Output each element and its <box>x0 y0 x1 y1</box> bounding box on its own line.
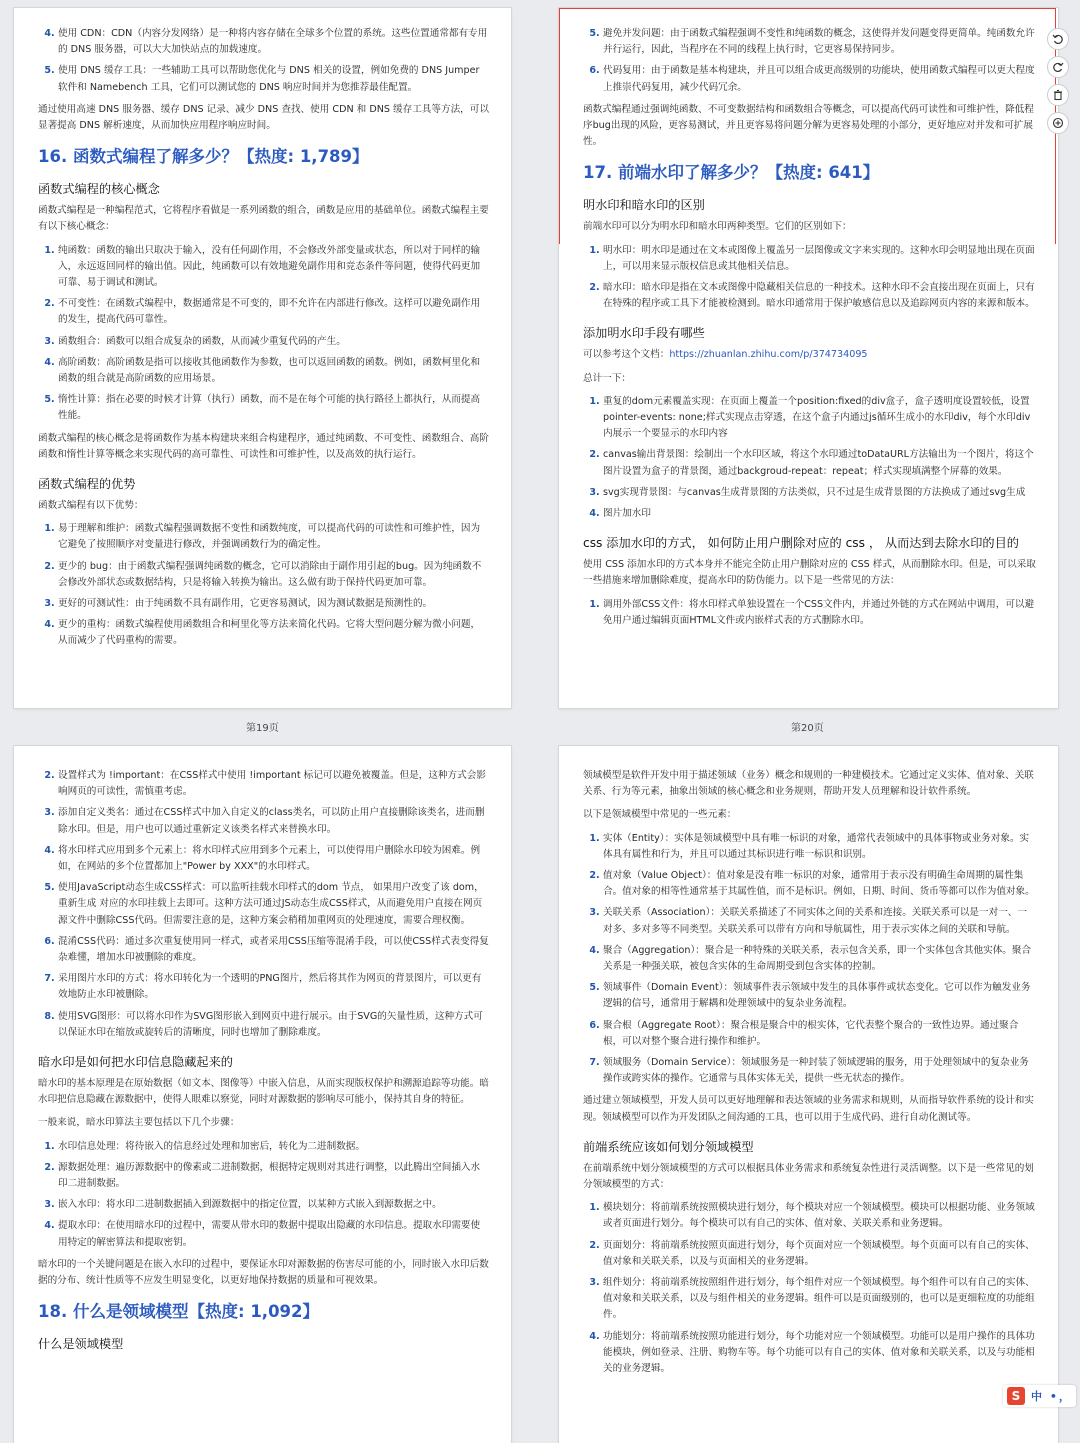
trash-icon[interactable] <box>1047 84 1069 106</box>
document-page-19 <box>14 8 511 708</box>
reference-paragraph <box>583 347 1036 363</box>
paragraph: 通过使用高速 DNS 服务器、缓存 DNS 记录、减少 DNS 查找、使用 CDN 和 DNS 缓存工具等方法，可以显著提高 DNS 解析速度，从而加快应用程序响应时间。 <box>38 103 489 132</box>
page-number-label: 第20页 <box>791 723 824 734</box>
reference-link[interactable]: https://zhuanlan.zhihu.com/p/374734095 <box>669 349 868 361</box>
list-item: 1. 水印信息处理：将待嵌入的信息经过处理和加密后，转化为二进制数据。 <box>58 1139 489 1155</box>
list-item: 2. 暗水印：暗水印是指在文本或图像中隐藏相关信息的一种技术。这种水印不会直接出现在页面上，只有在特殊的程序或工具下才能被检测到。暗水印通常用于保护敏感信息以及追踪网页内容的来源和版本。 <box>603 280 1036 312</box>
list-item: 7. 采用图片水印的方式：将水印转化为一个透明的PNG图片，然后将其作为网页的背景图片，可以更有效地防止水印被删除。 <box>58 971 489 1003</box>
list-item: 4. 提取水印：在使用暗水印的过程中，需要从带水印的数据中提取出隐藏的水印信息。提取水印需要使用特定的解密算法和提取密钥。 <box>58 1218 489 1250</box>
paragraph: 通过建立领域模型，开发人员可以更好地理解和表达领域的业务需求和规则，从而指导软件系统的设计和实现。领域模型可以作为开发团队之间沟通的工具，也可以用于生成代码、进行自动化测试等。 <box>583 1095 1034 1123</box>
list-steps <box>38 1139 489 1251</box>
list-model-elements <box>583 831 1036 1088</box>
ime-indicator[interactable] <box>1003 1385 1076 1407</box>
list-item: 1. 重复的dom元素覆盖实现：在页面上覆盖一个position:fixed的div盒子，盒子透明度设置较低，设置pointer-events: none;样式实现点击穿透，在这个盒子内通过js循环生成小的水印div，每个水印div内展示一个要显示的水印内容 <box>603 394 1036 443</box>
paragraph: 暗水印的一个关键问题是在嵌入水印的过程中，要保证水印对源数据的伤害尽可能的小，同时嵌入水印后数据的分布、统计性质等不应发生明显变化，以更好地保持数据的质量和可视效果。 <box>38 1258 489 1287</box>
list-item: 2. canvas输出背景图：绘制出一个水印区域，将这个水印通过toDataURL方法输出为一个图片，将这个图片设置为盒子的背景图，通过backgroud-repeat：repeat；样式实现填满整个屏幕的效果。 <box>603 447 1036 479</box>
section-heading-18: 18. 什么是领域模型【热度: 1,092】 <box>38 1302 320 1322</box>
list-item: 4. 图片加水印 <box>603 506 1036 522</box>
list-item: 3. 函数组合：函数可以组合成复杂的函数，从而减少重复代码的产生。 <box>58 334 489 350</box>
list-item: 3. 关联关系（Association）：关联关系描述了不同实体之间的关系和连接。关联关系可以是一对一、一对多、多对多等不同类型。关联关系可以带有方向和导航属性，用于表示实体之间的关联和导航。 <box>603 905 1036 937</box>
list-add-watermark <box>583 394 1036 522</box>
list-item: 1. 明水印：明水印是通过在文本或图像上覆盖另一层图像或文字来实现的。这种水印会明显地出现在页面上，可以用来显示版权信息或其他相关信息。 <box>603 243 1036 275</box>
paragraph: 函数式编程通过强调纯函数、不可变数据结构和函数组合等概念，可以提高代码可读性和可维护性，降低程序bug出现的风险，更容易测试，并且更容易将问题分解为更容易处理的小部分，更好地应对并发和可扩展性。 <box>583 103 1034 148</box>
list-css-methods-cont <box>38 768 489 1041</box>
paragraph: 以下是领域模型中常见的一些元素： <box>583 809 737 821</box>
paragraph: 领域模型是软件开发中用于描述领域（业务）概念和规则的一种建模技术。它通过定义实体、值对象、关联关系、行为等元素，抽象出领域的核心概念和业务规则，帮助开发人员理解和设计软件系统。 <box>583 770 1034 798</box>
list-dns-top <box>38 26 489 96</box>
list-advantages <box>38 521 489 649</box>
list-item: 5. 使用 DNS 缓存工具：一些辅助工具可以帮助您优化与 DNS 相关的设置，例如免费的 DNS Jumper 软件和 Namebench 工具，它们可以测试您的 DNS 响应时间并为您推荐最佳配置。 <box>58 63 489 95</box>
paragraph: 函数式编程的核心概念是将函数作为基本构建块来组合构建程序，通过纯函数、不可变性、函数组合、高阶函数和惰性计算等概念来实现代码的高可靠性、可读性和可维护性，以及高效的执行运行。 <box>38 432 489 460</box>
list-item: 6. 代码复用：由于函数是基本构建块，并且可以组合成更高级别的功能块，使用函数式编程可以更大程度上推崇代码复用，减少代码冗余。 <box>603 63 1036 95</box>
list-item: 3. 嵌入水印：将水印二进制数据插入到源数据中的指定位置，以某种方式嵌入到源数据之中。 <box>58 1197 489 1213</box>
list-item: 4. 聚合（Aggregation）：聚合是一种特殊的关联关系，表示包含关系，即一个实体包含其他实体。聚合关系是一种强关联，被包含实体的生命周期受到包含实体的控制。 <box>603 943 1036 975</box>
paragraph: 一般来说，暗水印算法主要包括以下几个步骤： <box>38 1117 240 1129</box>
subheading: 函数式编程的核心概念 <box>38 182 160 197</box>
subheading: 什么是领域模型 <box>38 1337 124 1352</box>
rotate-cw-icon[interactable] <box>1047 56 1069 78</box>
subheading: css 添加水印的方式， 如何防止用户删除对应的 css ， 从而达到去除水印的目的 <box>583 536 1019 551</box>
paragraph: 使用 CSS 添加水印的方式本身并不能完全防止用户删除对应的 CSS 样式，从而删除水印。但是，可以采取一些措施来增加删除难度，提高水印的防伪能力。以下是一些常见的方法： <box>583 559 1036 587</box>
paragraph: 在前端系统中划分领域模型的方式可以根据具体业务需求和系统复杂性进行灵活调整。以下是一些常见的划分领域模型的方式： <box>583 1162 1034 1191</box>
list-item: 6. 聚合根（Aggregate Root）：聚合根是聚合中的根实体，它代表整个聚合的一致性边界。通过聚合根，可以对整个聚合进行操作和维护。 <box>603 1018 1036 1050</box>
list-item: 6. 混淆CSS代码：通过多次重复使用同一样式，或者采用CSS压缩等混淆手段，可以使CSS样式表变得复杂难懂，增加水印被删除的难度。 <box>58 934 489 966</box>
list-item: 1. 实体（Entity）：实体是领域模型中具有唯一标识的对象，通常代表领域中的具体事物或业务对象。实体具有属性和行为，并且可以通过其标识进行唯一标识和识别。 <box>603 831 1036 863</box>
reference-label: 可以参考这个文档： <box>583 349 670 361</box>
list-item: 1. 调用外部CSS文件：将水印样式单独设置在一个CSS文件内，并通过外链的方式在网站中调用，可以避免用户通过编辑页面HTML文件或内嵌样式表的方式删除水印。 <box>603 597 1036 629</box>
list-item: 4. 功能划分：将前端系统按照功能进行划分，每个功能对应一个领域模型。功能可以是用户操作的具体功能模块，例如登录、注册、购物车等。每个功能可以有自己的实体、值对象和关联关系，以及与功能相关的业务逻辑。 <box>603 1329 1036 1378</box>
paragraph: 总计一下： <box>583 372 631 384</box>
document-page-21 <box>14 746 511 1443</box>
list-item: 2. 值对象（Value Object）：值对象是没有唯一标识的对象，通常用于表示没有明确生命周期的属性集合。值对象的相等性通常基于其属性值，而不是标识。例如，日期、时间、货币等都可以作为值对象。 <box>603 868 1036 900</box>
list-item: 4. 将水印样式应用到多个元素上：将水印样式应用到多个元素上，可以使得用户删除水印较为困难。例如，在网站的多个位置都加上"Power by XXX"的水印样式。 <box>58 843 489 875</box>
paragraph: 函数式编程是一种编程范式，它将程序看做是一系列函数的组合，函数是应用的基础单位。函数式编程主要有以下核心概念： <box>38 205 489 233</box>
list-item: 4. 高阶函数：高阶函数是指可以接收其他函数作为参数，也可以返回函数的函数。例如，函数柯里化和函数的组合就是高阶函数的应用场景。 <box>58 355 489 387</box>
subheading: 添加明水印手段有哪些 <box>583 326 705 341</box>
section-heading-17: 17. 前端水印了解多少？【热度: 641】 <box>583 163 880 183</box>
list-item: 2. 源数据处理：遍历源数据中的像素或二进制数据，根据特定规则对其进行调整，以此腾出空间插入水印二进制数据。 <box>58 1160 489 1192</box>
page-number-label: 第19页 <box>246 723 279 734</box>
list-item: 2. 更少的 bug：由于函数式编程强调纯函数的概念，它可以消除由于副作用引起的bug。因为纯函数不会修改外部状态或数据结构，只是将输入转换为输出。这么做有助于保持代码更加可靠。 <box>58 559 489 591</box>
list-item: 5. 惰性计算：指在必要的时候才计算（执行）函数，而不是在每个可能的执行路径上都执行，从而提高性能。 <box>58 392 489 424</box>
ime-logo-icon: S <box>1007 1387 1025 1405</box>
list-item: 7. 领域服务（Domain Service）：领域服务是一种封装了领域逻辑的服务，用于处理领域中的复杂业务操作或跨实体的操作。它通常与具体实体无关，提供一些无状态的操作。 <box>603 1055 1036 1087</box>
list-item: 8. 使用SVG图形：可以将水印作为SVG图形嵌入到网页中进行展示。由于SVG的矢量性质，这种方式可以保证水印在缩放或旋转后的清晰度，同时也增加了删除难度。 <box>58 1009 489 1041</box>
paragraph: 暗水印的基本原理是在原始数据（如文本、图像等）中嵌入信息，从而实现版权保护和溯源追踪等功能。暗水印把信息隐藏在源数据中，使得人眼难以察觉，同时对源数据的影响尽可能小，保持其自身的特征。 <box>38 1078 489 1106</box>
list-item: 2. 设置样式为 !important：在CSS样式中使用 !important 标记可以避免被覆盖。但是，这种方式会影响网页的可读性，需慎重考虑。 <box>58 768 489 800</box>
list-item: 3. svg实现背景图：与canvas生成背景图的方法类似，只不过是生成背景图的方法换成了通过svg生成 <box>603 485 1036 501</box>
list-core <box>38 243 489 425</box>
list-item: 2. 页面划分：将前端系统按照页面进行划分，每个页面对应一个领域模型。每个页面可以有自己的实体、值对象和关联关系，以及与页面相关的业务逻辑。 <box>603 1238 1036 1270</box>
subheading: 函数式编程的优势 <box>38 477 136 492</box>
document-page-22 <box>559 746 1058 1443</box>
list-item: 2. 不可变性：在函数式编程中，数据通常是不可变的，即不允许在内部进行修改。这样可以避免副作用的发生，提高代码可靠性。 <box>58 296 489 328</box>
list-item: 5. 领域事件（Domain Event）：领域事件表示领域中发生的具体事件或状态变化。它可以作为触发业务逻辑的信号，通常用于解耦和处理领域中的复杂业务流程。 <box>603 980 1036 1012</box>
paragraph: 前端水印可以分为明水印和暗水印两种类型。它们的区别如下： <box>583 221 852 233</box>
list-item: 1. 纯函数：函数的输出只取决于输入，没有任何副作用，不会修改外部变量或状态，所以对于同样的输入，永远返回同样的输出值。因此，纯函数可以有效地避免副作用和竞态条件等问题，使得代码更加可靠、易于调试和测试。 <box>58 243 489 292</box>
paragraph: 函数式编程有以下优势： <box>38 500 144 512</box>
list-item: 3. 组件划分：将前端系统按照组件进行划分，每个组件对应一个领域模型。每个组件可以有自己的实体、值对象和关联关系，以及与组件相关的业务逻辑。组件可以是页面级别的，也可以是更细粒度的功能组件。 <box>603 1275 1036 1324</box>
list-adv-cont <box>583 26 1036 96</box>
list-item: 5. 使用JavaScript动态生成CSS样式：可以监听挂载水印样式的dom 节点， 如果用户改变了该 dom，重新生成 对应的水印挂载上去即可。这种方法可通过JS动态生成CSS样式，从而避免用户直接在网页源文件中删除CSS代码。但需要注意的是，这种方案会稍稍加重网页的处理速度，需要合理权衡。 <box>58 880 489 929</box>
list-item: 1. 易于理解和维护：函数式编程强调数据不变性和函数纯度，可以提高代码的可读性和可维护性，因为它避免了按照顺序对变量进行修改，并强调函数行为的确定性。 <box>58 521 489 553</box>
list-item: 3. 添加自定义类名：通过在CSS样式中加入自定义的class类名，可以防止用户直接删除该类名，进而删除水印。但是，用户也可以通过重新定义该类名样式来替换水印。 <box>58 805 489 837</box>
document-page-20 <box>559 8 1058 708</box>
list-item: 4. 更少的重构：函数式编程使用函数组合和柯里化等方法来简化代码。它将大型问题分解为微小问题，从而减少了代码重构的需要。 <box>58 617 489 649</box>
list-watermark-diff <box>583 243 1036 313</box>
subheading: 暗水印是如何把水印信息隐藏起来的 <box>38 1055 233 1070</box>
list-css-methods <box>583 597 1036 629</box>
page-toolbar <box>1045 28 1071 134</box>
list-item: 1. 模块划分：将前端系统按照模块进行划分，每个模块对应一个领域模型。模块可以根据功能、业务领域或者页面进行划分。每个模块可以有自己的实体、值对象、关联关系和业务逻辑。 <box>603 1200 1036 1232</box>
subheading: 明水印和暗水印的区别 <box>583 198 705 213</box>
zoom-in-icon[interactable] <box>1047 112 1069 134</box>
list-item: 4. 使用 CDN：CDN（内容分发网络）是一种将内容存储在全球多个位置的系统。这些位置通常都有专用的 DNS 服务器，可以大大加快站点的加载速度。 <box>58 26 489 58</box>
list-item: 3. 更好的可测试性：由于纯函数不具有副作用，它更容易测试，因为测试数据是预测性的。 <box>58 596 489 612</box>
list-split-methods <box>583 1200 1036 1377</box>
subheading: 前端系统应该如何划分领域模型 <box>583 1139 754 1154</box>
rotate-ccw-icon[interactable] <box>1047 28 1069 50</box>
list-item: 5. 避免并发问题：由于函数式编程强调不变性和纯函数的概念，这使得并发问题变得更简单。纯函数允许并行运行，因此，当程序在不同的线程上执行时，它更容易保持同步。 <box>603 26 1036 58</box>
ime-mode-text: 中 •， <box>1031 1390 1072 1403</box>
section-heading-16: 16. 函数式编程了解多少？【热度: 1,789】 <box>38 147 369 167</box>
